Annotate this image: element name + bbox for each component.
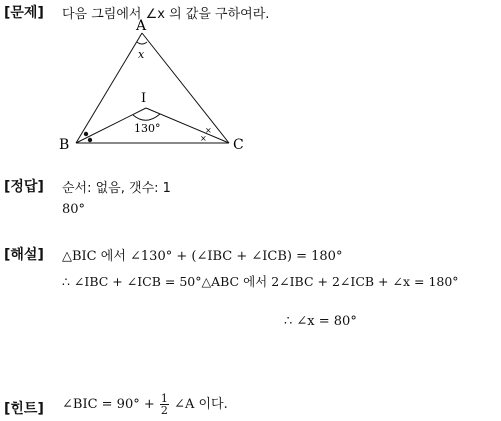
- vertex-label-b: B: [59, 137, 70, 153]
- solution-line-3: ∴ ∠x = 80°: [284, 314, 357, 329]
- hint-fraction-numerator: 1: [160, 392, 168, 405]
- dot-mark-lower: [88, 138, 92, 142]
- solution-line-1: △BIC 에서 ∠130° + (∠IBC + ∠ICB) = 180°: [62, 249, 343, 264]
- solution-tag: [해설]: [4, 247, 44, 263]
- incenter-label-i: I: [141, 91, 147, 106]
- solution-line-2: ∴ ∠IBC + ∠ICB = 50°△ABC 에서 2∠IBC + 2∠ICB + ∠x = 180°: [62, 274, 459, 289]
- hint-tag: [힌트]: [4, 401, 44, 417]
- vertex-label-c: C: [233, 137, 244, 153]
- hint-suffix: ∠A 이다.: [174, 397, 228, 412]
- hint-fraction-denominator: 2: [160, 404, 168, 417]
- angle-mark-c-lower: ×: [200, 134, 207, 143]
- answer-meta: 순서: 없음, 갯수: 1: [62, 181, 171, 196]
- problem-text: 다음 그림에서 ∠x 의 값을 구하여라.: [62, 7, 270, 22]
- problem-tag: [문제]: [4, 5, 44, 21]
- answer-value: 80°: [62, 202, 86, 217]
- angle-label-x: x: [138, 48, 145, 61]
- angle-label-130: 130°: [134, 122, 161, 135]
- hint-prefix: ∠BIC = 90° +: [62, 397, 155, 412]
- vertex-label-a: A: [136, 18, 147, 34]
- angle-arc-a: [137, 42, 147, 44]
- angle-mark-c-upper: ×: [205, 126, 212, 135]
- hint-expression: [62, 393, 228, 416]
- dot-mark-upper: [84, 132, 88, 136]
- answer-tag: [정답]: [4, 179, 44, 195]
- hint-fraction: [160, 393, 169, 416]
- triangle-figure: [0, 0, 501, 160]
- angle-arc-i: [133, 114, 160, 120]
